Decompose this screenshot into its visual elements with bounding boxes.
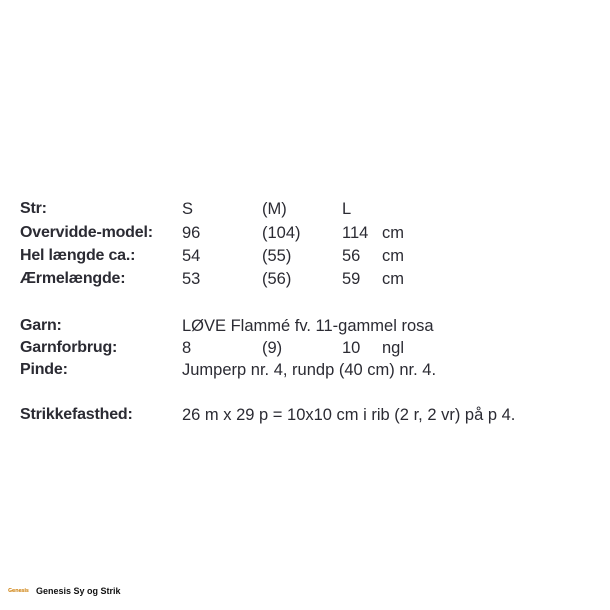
gauge-value: 26 m x 29 p = 10x10 cm i rib (2 r, 2 vr) på p 4.: [182, 406, 516, 424]
brand-name: Genesis Sy og Strik: [36, 586, 121, 596]
needles-label: Pinde:: [20, 361, 68, 378]
length-m: (55): [262, 247, 292, 265]
length-s: 54: [182, 247, 201, 265]
yarn-label: Garn:: [20, 317, 62, 334]
needles-value: Jumperp nr. 4, rundp (40 cm) nr. 4.: [182, 361, 437, 379]
gauge-row: [0, 403, 610, 427]
width-unit: cm: [382, 224, 404, 242]
gauge-label: Strikkefasthed:: [20, 406, 133, 423]
yarn-usage-unit: ngl: [382, 339, 405, 357]
sleeve-row: [0, 267, 610, 291]
yarn-row: [0, 314, 610, 338]
yarn-value: LØVE Flammé fv. 11-gammel rosa: [182, 317, 434, 335]
size-s: S: [182, 200, 194, 218]
size-label: Str:: [20, 200, 47, 217]
width-label: Overvidde-model:: [20, 224, 153, 241]
sleeve-label: Ærmelængde:: [20, 270, 126, 287]
yarn-usage-row: [0, 336, 610, 360]
sleeve-l: 59: [342, 270, 361, 288]
width-m: (104): [262, 224, 301, 242]
width-l: 114: [342, 224, 369, 242]
genesis-logo-icon: Genesis: [8, 588, 29, 594]
sleeve-m: (56): [262, 270, 292, 288]
size-l: L: [342, 200, 352, 218]
needles-row: [0, 358, 610, 382]
width-s: 96: [182, 224, 201, 242]
length-label: Hel længde ca.:: [20, 247, 136, 264]
yarn-usage-m: (9): [262, 339, 283, 357]
sleeve-unit: cm: [382, 270, 404, 288]
size-row: [0, 197, 610, 221]
footer-brand: [8, 584, 121, 598]
length-l: 56: [342, 247, 361, 265]
size-m: (M): [262, 200, 287, 218]
length-unit: cm: [382, 247, 404, 265]
yarn-usage-l: 10: [342, 339, 361, 357]
width-row: [0, 221, 610, 245]
length-row: [0, 244, 610, 268]
yarn-usage-label: Garnforbrug:: [20, 339, 118, 356]
sleeve-s: 53: [182, 270, 201, 288]
yarn-usage-s: 8: [182, 339, 192, 357]
